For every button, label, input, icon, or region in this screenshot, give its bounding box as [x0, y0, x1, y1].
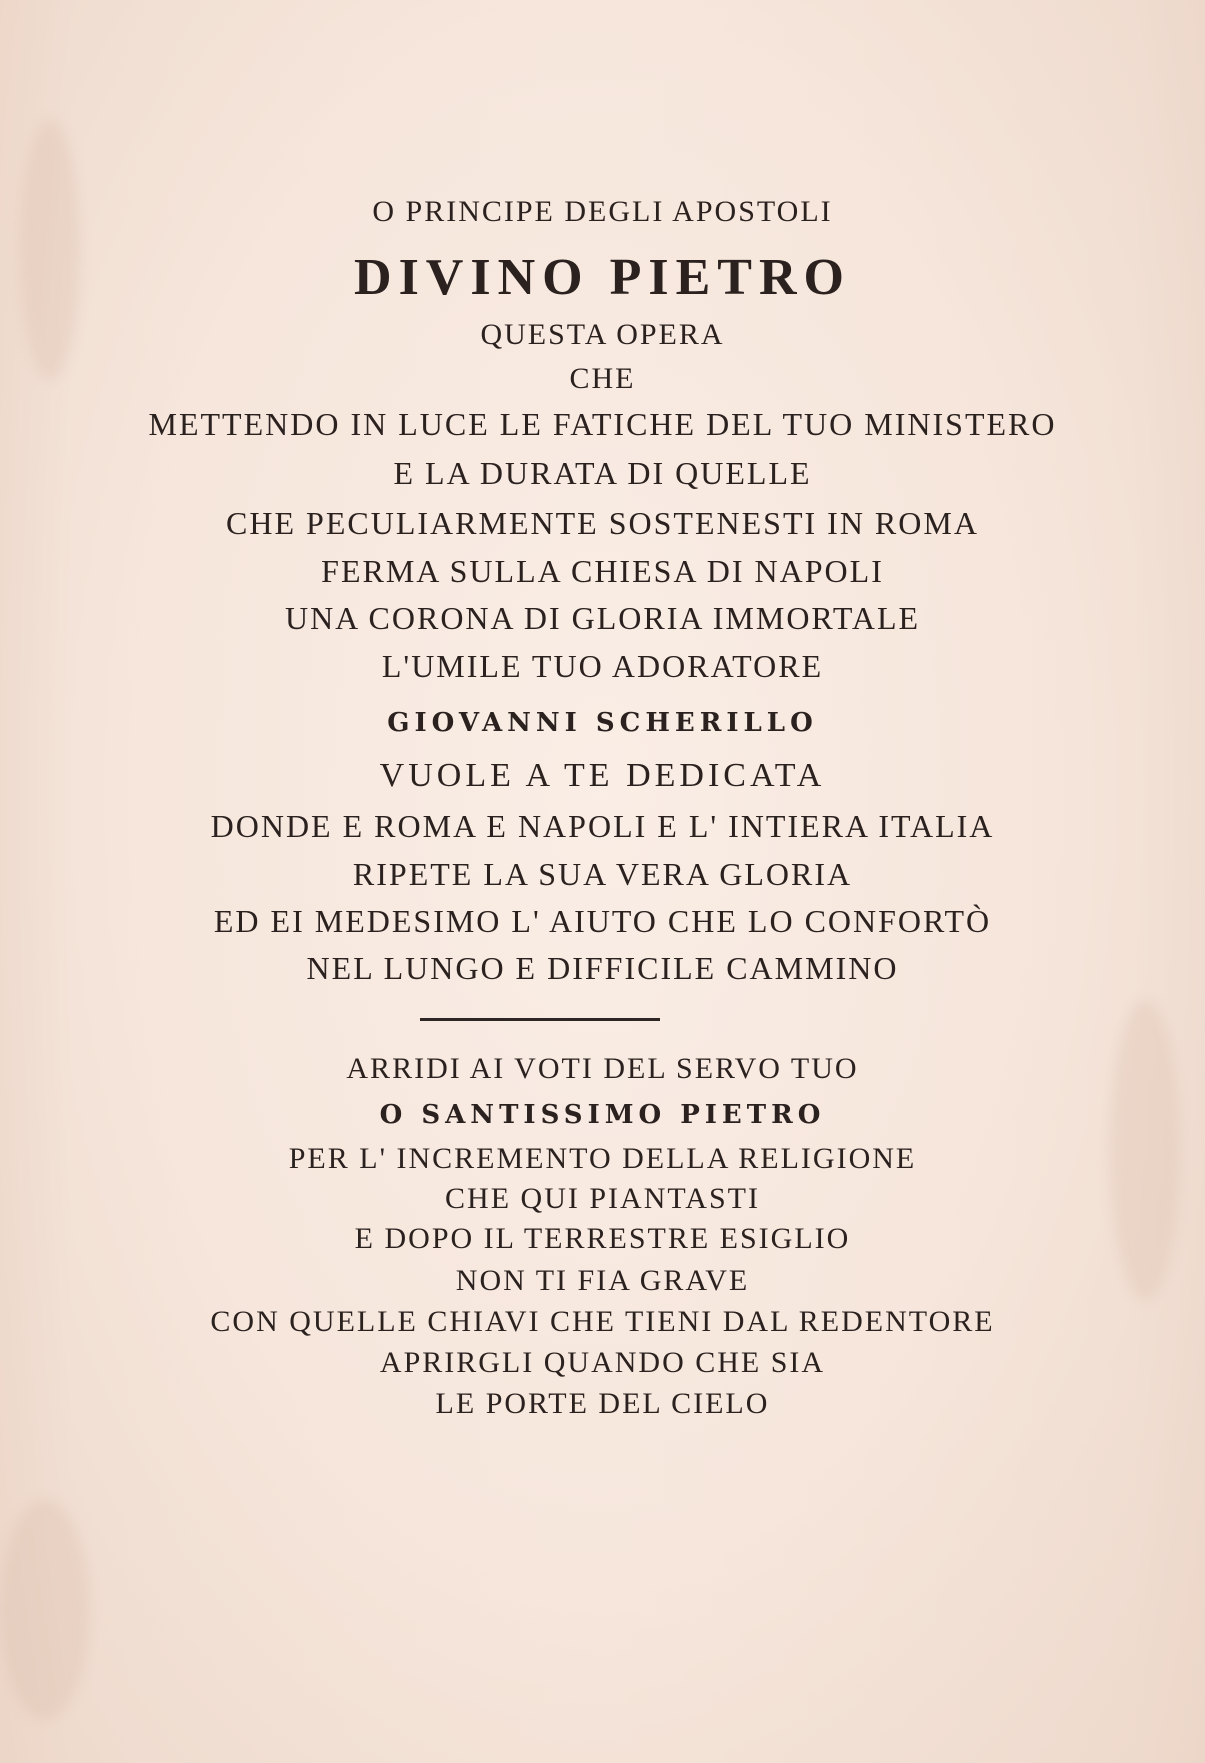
dedication-line-16: NEL LUNGO E DIFFICILE CAMMINO [306, 950, 899, 986]
invocation-heading: O SANTISSIMO PIETRO [379, 1100, 826, 1130]
dedication-line-12: VUOLE A TE DEDICATA [379, 757, 826, 794]
invocation-line-7: CON QUELLE CHIAVI CHE TIENI DAL REDENTORE [210, 1305, 995, 1338]
dedication-line-3: QUESTA OPERA [480, 318, 725, 351]
invocation-line-5: E DOPO IL TERRESTRE ESIGLIO [354, 1222, 851, 1255]
author-name: GIOVANNI SCHERILLO [387, 708, 818, 738]
dedication-title: DIVINO PIETRO [354, 249, 851, 306]
paper-stain [0, 1500, 90, 1720]
dedication-line-4: CHE [569, 362, 636, 395]
dedication-line-7: CHE PECULIARMENTE SOSTENESTI IN ROMA [226, 505, 979, 541]
dedication-line-9: UNA CORONA DI GLORIA IMMORTALE [284, 600, 921, 636]
invocation-line-1: ARRIDI AI VOTI DEL SERVO TUO [346, 1052, 859, 1085]
dedication-line-10: L'UMILE TUO ADORATORE [381, 648, 824, 684]
invocation-line-9: LE PORTE DEL CIELO [435, 1387, 770, 1420]
dedication-line-5: METTENDO IN LUCE LE FATICHE DEL TUO MINISTERO [148, 406, 1057, 442]
invocation-line-3: PER L' INCREMENTO DELLA RELIGIONE [288, 1142, 917, 1175]
dedication-line-8: FERMA SULLA CHIESA DI NAPOLI [321, 553, 884, 589]
dedication-line-15: ED EI MEDESIMO L' AIUTO CHE LO CONFORTÒ [213, 903, 992, 939]
invocation-line-6: NON TI FIA GRAVE [455, 1264, 750, 1297]
divider-rule [420, 1018, 660, 1021]
dedication-line-6: E LA DURATA DI QUELLE [393, 455, 812, 491]
dedication-line-1: O PRINCIPE DEGLI APOSTOLI [372, 195, 833, 228]
invocation-line-8: APRIRGLI QUANDO CHE SIA [379, 1346, 826, 1379]
invocation-line-4: CHE QUI PIANTASTI [445, 1182, 760, 1215]
dedication-line-14: RIPETE LA SUA VERA GLORIA [352, 856, 853, 892]
dedication-line-13: DONDE E ROMA E NAPOLI E L' INTIERA ITALIA [210, 808, 995, 844]
